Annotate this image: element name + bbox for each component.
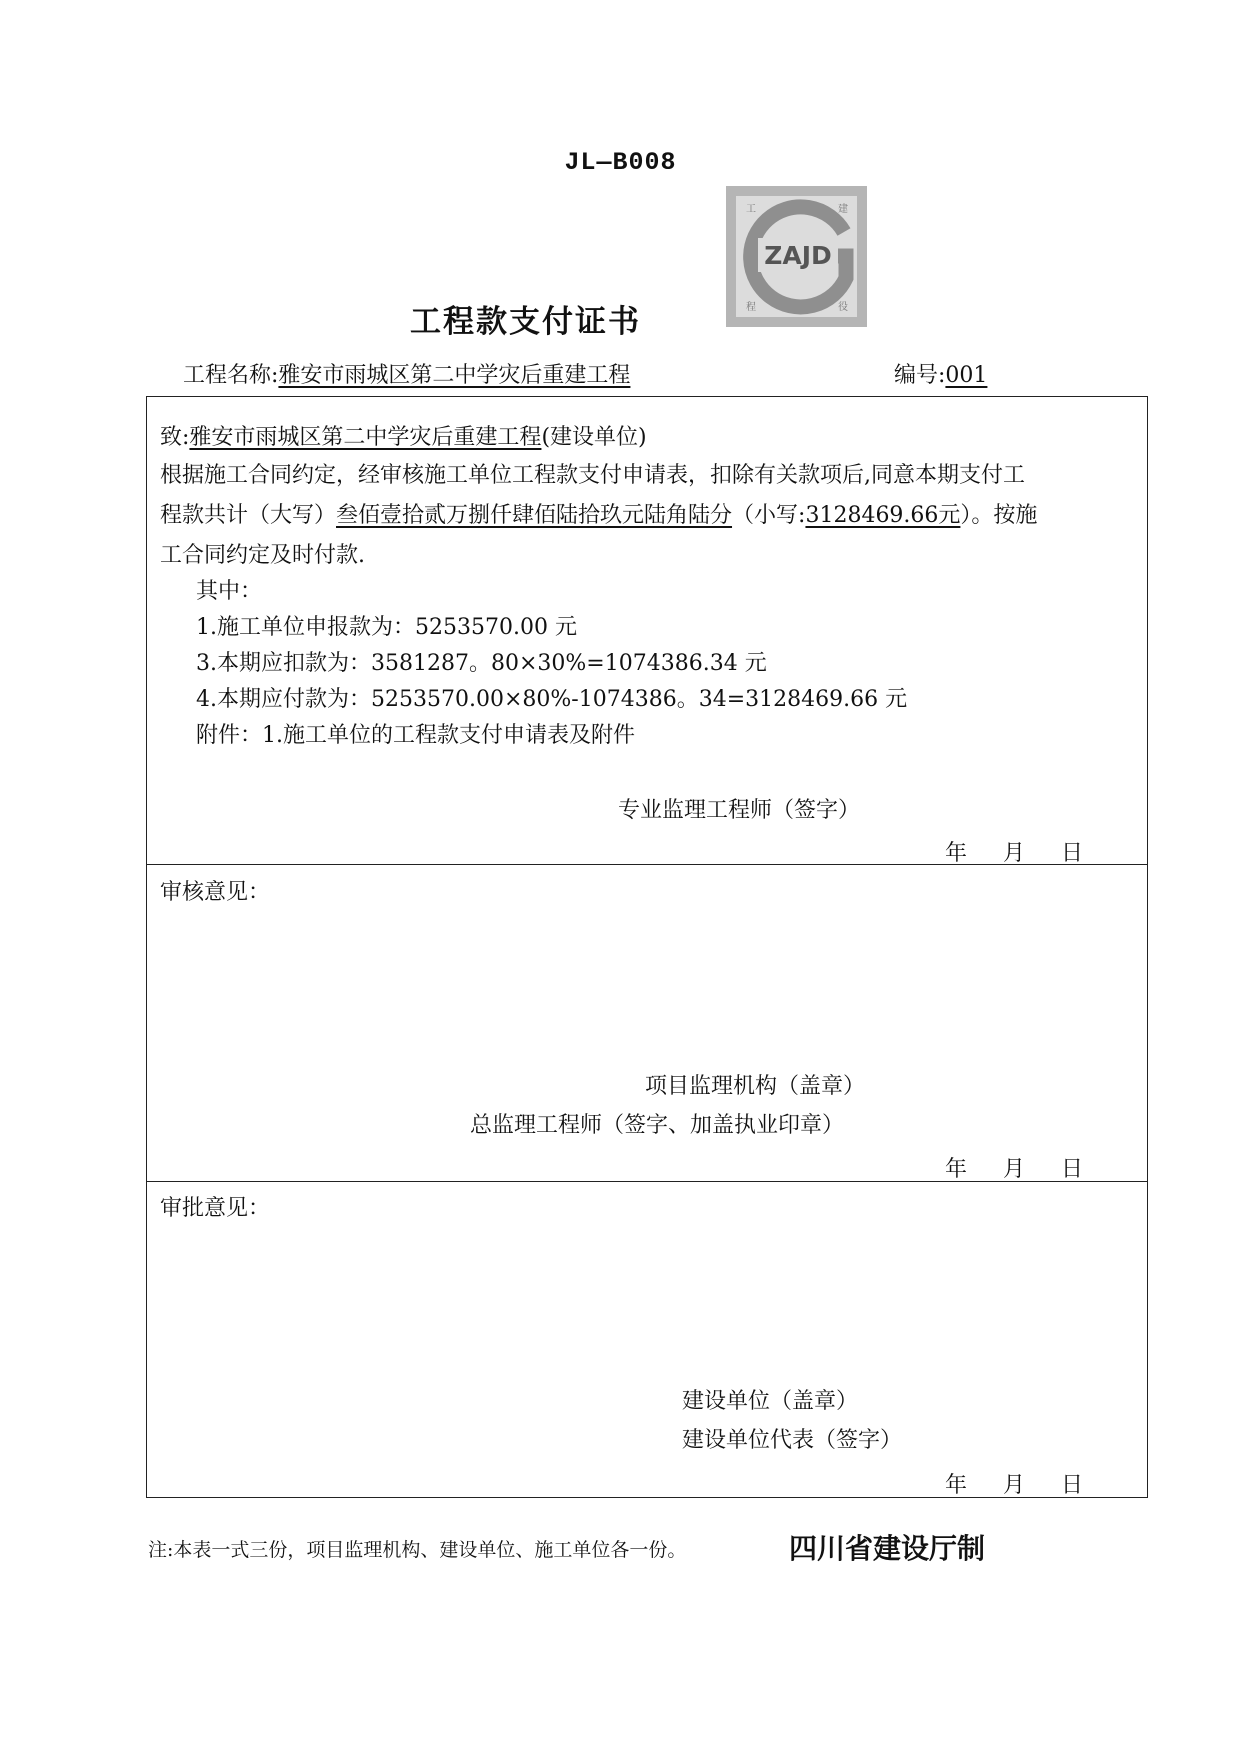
number-value: 001	[945, 363, 988, 388]
svg-text:工: 工	[746, 204, 756, 215]
signer-label: 总监理工程师（签字、加盖执业印章）	[470, 1113, 845, 1138]
date-line: 年 月 日	[945, 1473, 1084, 1498]
document-number-line	[894, 358, 987, 389]
number-label: 编号:	[894, 363, 946, 388]
amount-line: 程款共计（大写）叁佰壹拾贰万捌仟肆佰陆拾玖元陆角陆分（小写:3128469.66元）。按施	[160, 503, 1038, 528]
date-line: 年 月 日	[945, 1157, 1084, 1182]
project-name-line	[183, 358, 630, 389]
logo-emblem-icon	[726, 186, 867, 327]
item-line: 1.施工单位申报款为：5253570.00 元	[196, 615, 577, 640]
item-line: 4.本期应付款为：5253570.00×80%-1074386。34=3128469.66 元	[196, 687, 908, 712]
date-line: 年 月 日	[945, 841, 1084, 866]
attachment-line: 附件：1.施工单位的工程款支付申请表及附件	[196, 723, 635, 748]
org-seal-label: 项目监理机构（盖章）	[645, 1074, 866, 1099]
body-line: 根据施工合同约定，经审核施工单位工程款支付申请表，扣除有关款项后,同意本期支付工	[160, 463, 1025, 488]
recipient-name: 雅安市雨城区第二中学灾后重建工程	[189, 425, 542, 450]
footer-note: 注:本表一式三份，项目监理机构、建设单位、施工单位各一份。	[148, 1539, 687, 1561]
logo-text: ZAJD	[764, 241, 832, 270]
signer-label: 建设单位代表（签字）	[682, 1428, 903, 1453]
form-code: JL—B008	[564, 148, 677, 177]
issuer-label: 四川省建设厅制	[789, 1532, 986, 1565]
to-line: 致:雅安市雨城区第二中学灾后重建工程(建设单位)	[160, 425, 647, 450]
svg-text:役: 役	[838, 302, 848, 313]
project-name-value: 雅安市雨城区第二中学灾后重建工程	[278, 363, 631, 388]
amount-in-words: 叁佰壹拾贰万捌仟肆佰陆拾玖元陆角陆分	[336, 503, 733, 528]
body-line: 工合同约定及时付款.	[160, 543, 365, 568]
signer-label: 专业监理工程师（签字）	[618, 798, 861, 823]
review-opinion-label: 审核意见：	[160, 880, 271, 905]
document-title: 工程款支付证书	[410, 304, 641, 340]
company-logo	[726, 186, 867, 327]
among-label: 其中：	[196, 579, 263, 604]
approval-opinion-label: 审批意见：	[160, 1196, 271, 1221]
item-line: 3.本期应扣款为：3581287。80×30%=1074386.34 元	[196, 651, 767, 676]
svg-text:程: 程	[746, 302, 756, 313]
amount-in-figures: 3128469.66元	[805, 503, 961, 528]
project-name-label: 工程名称:	[183, 363, 279, 388]
org-seal-label: 建设单位（盖章）	[682, 1389, 859, 1414]
svg-text:建: 建	[838, 204, 848, 215]
